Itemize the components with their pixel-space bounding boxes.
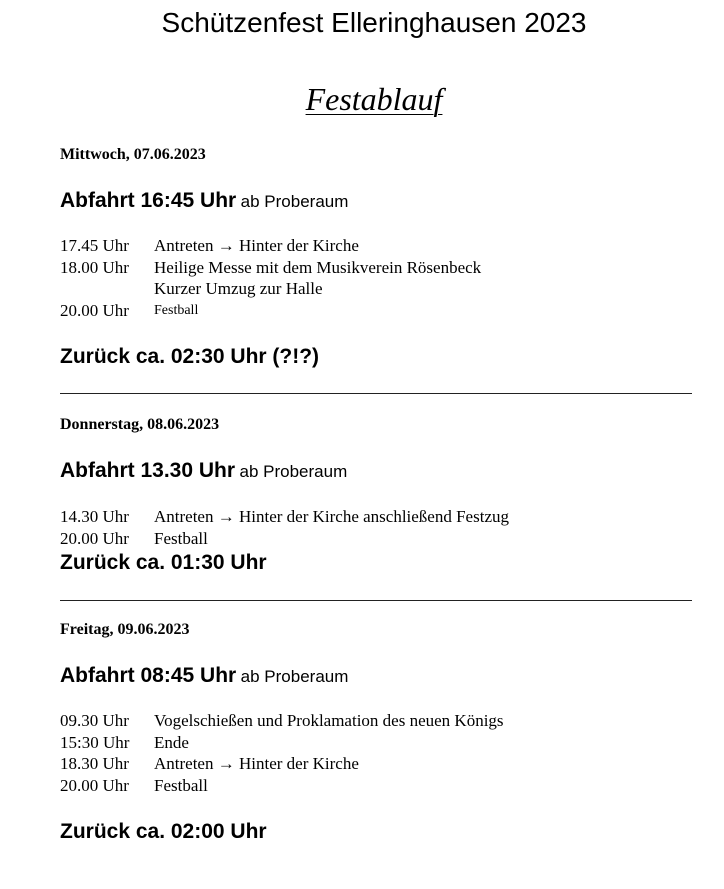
schedule-time: 15:30 Uhr — [60, 732, 130, 752]
day-heading-friday: Freitag, 09.06.2023 — [60, 621, 190, 638]
departure-place: ab Proberaum — [240, 667, 349, 686]
departure-time: Abfahrt 16:45 Uhr — [60, 189, 237, 212]
schedule-text: Antreten → Hinter der Kirche — [154, 236, 359, 255]
schedule-time: 14.30 Uhr — [60, 507, 129, 526]
document-subtitle: Festablauf — [305, 81, 443, 117]
schedule-text: Vogelschießen und Proklamation des neuen Königs — [154, 711, 504, 730]
schedule-time: 17.45 Uhr — [60, 236, 129, 255]
schedule-text: Ende — [154, 732, 189, 752]
departure-thursday — [60, 458, 347, 486]
section-divider — [60, 393, 692, 394]
return-thursday: Zurück ca. 01:30 Uhr — [60, 551, 267, 574]
schedule-text: Festball — [154, 528, 208, 548]
schedule-text: Heilige Messe mit dem Musikverein Rösenbeck — [154, 257, 482, 277]
departure-time: Abfahrt 13.30 Uhr — [60, 459, 236, 482]
return-wednesday: Zurück ca. 02:30 Uhr (?!?) — [60, 345, 320, 368]
departure-place: ab Proberaum — [240, 192, 349, 211]
schedule-time: 09.30 Uhr — [60, 711, 129, 730]
schedule-time: 18.00 Uhr — [60, 257, 129, 277]
departure-time: Abfahrt 08:45 Uhr — [60, 664, 237, 687]
schedule-time: 20.00 Uhr — [60, 300, 129, 320]
document-title: Schützenfest Elleringhausen 2023 — [161, 7, 587, 38]
schedule-time: 20.00 Uhr — [60, 528, 129, 548]
schedule-time: 18.30 Uhr — [60, 754, 129, 773]
schedule-time: 20.00 Uhr — [60, 775, 129, 795]
departure-friday — [60, 663, 348, 691]
departure-place: ab Proberaum — [239, 462, 348, 481]
schedule-text: Antreten → Hinter der Kirche — [154, 754, 359, 773]
schedule-text: Antreten → Hinter der Kirche anschließend Festzug — [154, 507, 509, 526]
return-friday: Zurück ca. 02:00 Uhr — [60, 820, 267, 843]
day-heading-thursday: Donnerstag, 08.06.2023 — [60, 416, 220, 433]
day-heading-wednesday: Mittwoch, 07.06.2023 — [60, 146, 206, 163]
schedule-text: Festball — [154, 775, 208, 795]
departure-wednesday — [60, 188, 348, 216]
section-divider — [60, 600, 692, 601]
schedule-text: Kurzer Umzug zur Halle — [154, 279, 323, 298]
schedule-text: Festball — [154, 302, 199, 318]
